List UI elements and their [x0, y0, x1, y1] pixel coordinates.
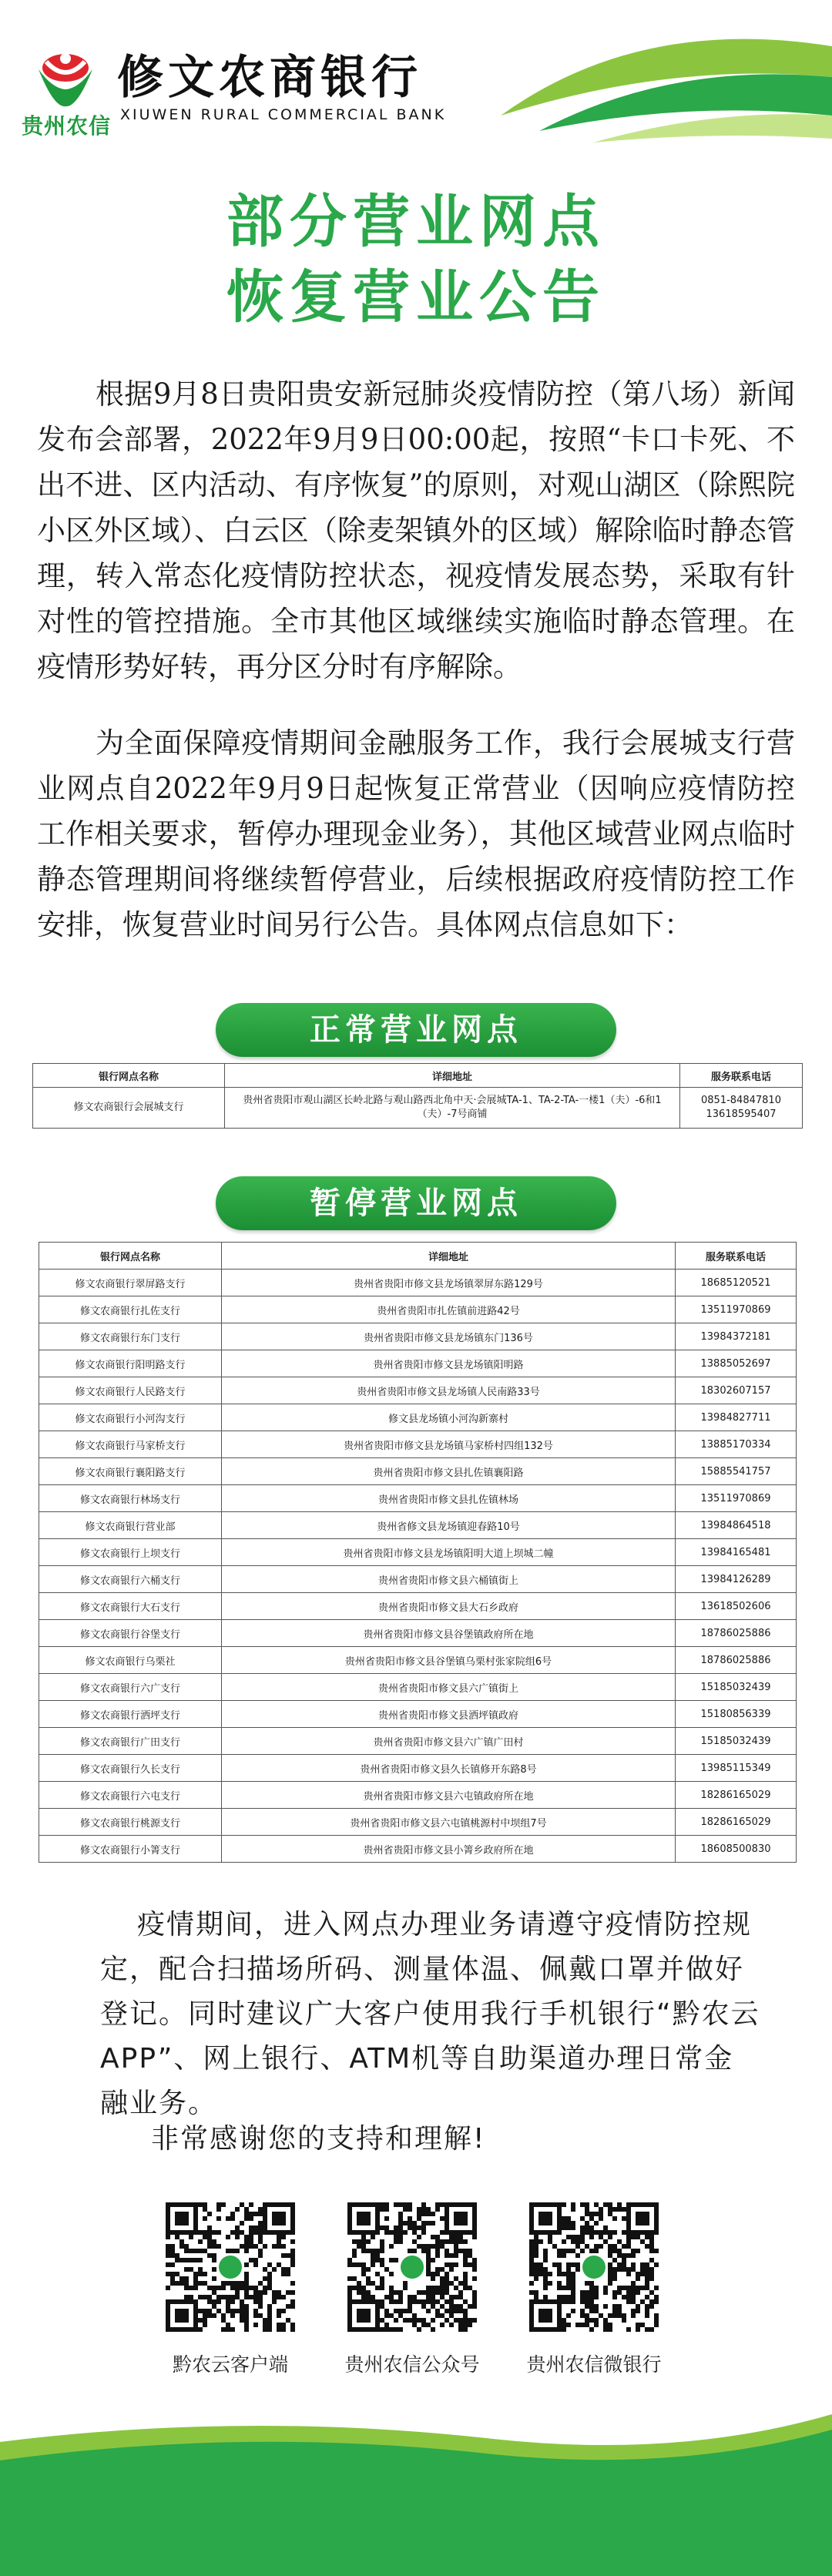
branch-phone: 18608500830 — [676, 1836, 797, 1863]
branch-phone: 18786025886 — [676, 1647, 797, 1674]
column-header-phone: 服务联系电话 — [680, 1064, 803, 1088]
branch-phone: 13885170334 — [676, 1431, 797, 1458]
branch-address: 修文县龙场镇小河沟新寨村 — [222, 1404, 676, 1431]
table-row — [39, 1377, 797, 1404]
branch-name: 修文农商银行上坝支行 — [39, 1539, 222, 1566]
branch-name: 修文农商银行小箐支行 — [39, 1836, 222, 1863]
branch-address: 贵州省贵阳市扎佐镇前进路42号 — [222, 1296, 676, 1323]
table-row — [39, 1836, 797, 1863]
branch-name: 修文农商银行桃源支行 — [39, 1809, 222, 1836]
qr-code-microbank-icon — [528, 2202, 659, 2333]
branch-address: 贵州省贵阳市修文县龙场镇阳明路 — [222, 1350, 676, 1377]
green-leaves-decoration — [470, 31, 832, 146]
table-row — [39, 1296, 797, 1323]
table-header-row — [33, 1064, 803, 1088]
branch-name: 修文农商银行大石支行 — [39, 1593, 222, 1620]
thanks-line: 非常感谢您的支持和理解! — [151, 2123, 486, 2155]
table-row — [39, 1755, 797, 1782]
qr-label-microbank: 贵州农信微银行 — [526, 2353, 662, 2376]
branch-address: 贵州省贵阳市修文县谷堡镇乌栗村张家院组6号 — [222, 1647, 676, 1674]
table-row — [39, 1593, 797, 1620]
table-row — [39, 1782, 797, 1809]
normal-branches-pill: 正常营业网点 — [216, 1003, 616, 1057]
branch-phone: 18302607157 — [676, 1377, 797, 1404]
table-header-row — [39, 1243, 797, 1270]
normal-branches-table — [32, 1063, 803, 1129]
table-row — [33, 1088, 803, 1129]
table-row — [39, 1701, 797, 1728]
qr-label-app: 黔农云客户端 — [172, 2353, 288, 2376]
paragraph-2: 为全面保障疫情期间金融服务工作，我行会展城支行营业网点自2022年9月9日起恢复正常营业（因响应疫情防控工作相关要求，暂停办理现金业务），其他区域营业网点临时静态管理期间将继续暂停营业，后续根据政府疫情防控工作安排，恢复营业时间另行公告。具体网点信息如下： — [37, 726, 795, 941]
branch-address: 贵州省贵阳市修文县洒坪镇政府 — [222, 1701, 676, 1728]
bank-name-en: XIUWEN RURAL COMMERCIAL BANK — [120, 106, 447, 123]
suspended-branches-table — [39, 1242, 797, 1863]
branch-address: 贵州省贵阳市修文县龙场镇人民南路33号 — [222, 1377, 676, 1404]
branch-name: 修文农商银行东门支行 — [39, 1323, 222, 1350]
branch-address: 贵州省贵阳市修文县龙场镇东门136号 — [222, 1323, 676, 1350]
branch-name: 修文农商银行乌栗社 — [39, 1647, 222, 1674]
table-row — [39, 1809, 797, 1836]
column-header-name: 银行网点名称 — [39, 1243, 222, 1270]
branch-name: 修文农商银行广田支行 — [39, 1728, 222, 1755]
branch-name: 修文农商银行人民路支行 — [39, 1377, 222, 1404]
branch-name: 修文农商银行六桶支行 — [39, 1566, 222, 1593]
closing-paragraph: 疫情期间，进入网点办理业务请遵守疫情防控规定，配合扫描场所码、测量体温、佩戴口罩并做好登记。同时建议广大客户使用我行手机银行“黔农云APP”、网上银行、ATM机等自助渠道办理日常金融业务。 — [100, 1909, 760, 2119]
branch-address: 贵州省贵阳市修文县六桶镇街上 — [222, 1566, 676, 1593]
branch-address: 贵州省修文县龙场镇迎春路10号 — [222, 1512, 676, 1539]
branch-name: 修文农商银行营业部 — [39, 1512, 222, 1539]
branch-name: 修文农商银行洒坪支行 — [39, 1701, 222, 1728]
table-row — [39, 1404, 797, 1431]
column-header-address: 详细地址 — [225, 1064, 680, 1088]
branch-name: 修文农商银行小河沟支行 — [39, 1404, 222, 1431]
qr-code-wechat-icon — [347, 2202, 478, 2333]
branch-address: 贵州省贵阳市修文县小箐乡政府所在地 — [222, 1836, 676, 1863]
branch-name: 修文农商银行六屯支行 — [39, 1782, 222, 1809]
suspended-branches-pill: 暂停营业网点 — [216, 1176, 616, 1230]
branch-phone: 18286165029 — [676, 1782, 797, 1809]
branch-name: 修文农商银行翠屏路支行 — [39, 1270, 222, 1296]
branch-phone: 15180856339 — [676, 1701, 797, 1728]
column-header-address: 详细地址 — [222, 1243, 676, 1270]
branch-address: 贵州省贵阳市修文县六屯镇桃源村中坝组7号 — [222, 1809, 676, 1836]
table-row — [39, 1674, 797, 1701]
logo-short-name: 贵州农信 — [22, 113, 112, 139]
branch-phone: 13984372181 — [676, 1323, 797, 1350]
bank-name: 修文农商银行 — [117, 51, 422, 105]
table-row — [39, 1539, 797, 1566]
paragraph-1: 根据9月8日贵阳贵安新冠肺炎疫情防控（第八场）新闻发布会部署，2022年9月9日00:00起，按照“卡口卡死、不出不进、区内活动、有序恢复”的原则，对观山湖区（除熙院小区外区域）、白云区（除麦架镇外的区域）解除临时静态管理，转入常态化疫情防控状态，视疫情发展态势，采取有针对性的管控措施。全市其他区域继续实施临时静态管理。在疫情形势好转，再分区分时有序解除。 — [37, 377, 795, 683]
table-row — [39, 1350, 797, 1377]
table-row — [39, 1566, 797, 1593]
branch-phone: 15885541757 — [676, 1458, 797, 1485]
table-row — [39, 1458, 797, 1485]
branch-address: 贵州省贵阳市修文县扎佐镇襄阳路 — [222, 1458, 676, 1485]
branch-name: 修文农商银行扎佐支行 — [39, 1296, 222, 1323]
branch-address: 贵州省贵阳市修文县大石乡政府 — [222, 1593, 676, 1620]
branch-phone: 15185032439 — [676, 1674, 797, 1701]
header — [0, 0, 832, 154]
title-line-2: 恢复营业公告 — [226, 264, 606, 330]
bank-logo-icon — [31, 46, 100, 108]
branch-phone: 13885052697 — [676, 1350, 797, 1377]
branch-address: 贵州省贵阳市修文县久长镇修开东路8号 — [222, 1755, 676, 1782]
qr-label-wechat: 贵州农信公众号 — [344, 2353, 480, 2376]
table-row — [39, 1512, 797, 1539]
table-row — [39, 1728, 797, 1755]
table-row — [39, 1620, 797, 1647]
branch-address: 贵州省贵阳市修文县龙场镇马家桥村四组132号 — [222, 1431, 676, 1458]
branch-phone: 13985115349 — [676, 1755, 797, 1782]
branch-phone: 13984827711 — [676, 1404, 797, 1431]
branch-address: 贵州省贵阳市修文县龙场镇阳明大道上坝城二幢 — [222, 1539, 676, 1566]
footer-green-wave — [0, 2411, 832, 2576]
branch-phone: 15185032439 — [676, 1728, 797, 1755]
title-line-1: 部分营业网点 — [226, 189, 606, 255]
branch-name: 修文农商银行六广支行 — [39, 1674, 222, 1701]
branch-phone: 13618502606 — [676, 1593, 797, 1620]
table-row — [39, 1647, 797, 1674]
qr-code-app-icon — [165, 2202, 296, 2333]
branch-address: 贵州省贵阳市修文县谷堡镇政府所在地 — [222, 1620, 676, 1647]
branch-phone: 13984864518 — [676, 1512, 797, 1539]
branch-name: 修文农商银行会展城支行 — [33, 1088, 225, 1129]
column-header-name: 银行网点名称 — [33, 1064, 225, 1088]
branch-phone: 18685120521 — [676, 1270, 797, 1296]
table-row — [39, 1485, 797, 1512]
branch-phone: 18786025886 — [676, 1620, 797, 1647]
branch-phone: 0851-84847810 13618595407 — [680, 1088, 803, 1129]
table-row — [39, 1323, 797, 1350]
branch-address: 贵州省贵阳市修文县龙场镇翠屏东路129号 — [222, 1270, 676, 1296]
branch-name: 修文农商银行马家桥支行 — [39, 1431, 222, 1458]
branch-address: 贵州省贵阳市观山湖区长岭北路与观山路西北角中天·会展城TA-1、TA-2-TA-一楼1（夫）-6和1（夫）-7号商铺 — [225, 1088, 680, 1129]
branch-phone: 18286165029 — [676, 1809, 797, 1836]
branch-address: 贵州省贵阳市修文县六广镇广田村 — [222, 1728, 676, 1755]
table-row — [39, 1431, 797, 1458]
branch-phone: 13984126289 — [676, 1566, 797, 1593]
table-row — [39, 1270, 797, 1296]
suspended-table-body — [39, 1270, 797, 1863]
branch-name: 修文农商银行阳明路支行 — [39, 1350, 222, 1377]
branch-name: 修文农商银行襄阳路支行 — [39, 1458, 222, 1485]
branch-address: 贵州省贵阳市修文县扎佐镇林场 — [222, 1485, 676, 1512]
branch-name: 修文农商银行林场支行 — [39, 1485, 222, 1512]
column-header-phone: 服务联系电话 — [676, 1243, 797, 1270]
branch-name: 修文农商银行久长支行 — [39, 1755, 222, 1782]
branch-address: 贵州省贵阳市修文县六屯镇政府所在地 — [222, 1782, 676, 1809]
branch-phone: 13511970869 — [676, 1296, 797, 1323]
branch-phone: 13511970869 — [676, 1485, 797, 1512]
branch-address: 贵州省贵阳市修文县六广镇街上 — [222, 1674, 676, 1701]
branch-name: 修文农商银行谷堡支行 — [39, 1620, 222, 1647]
branch-phone: 13984165481 — [676, 1539, 797, 1566]
